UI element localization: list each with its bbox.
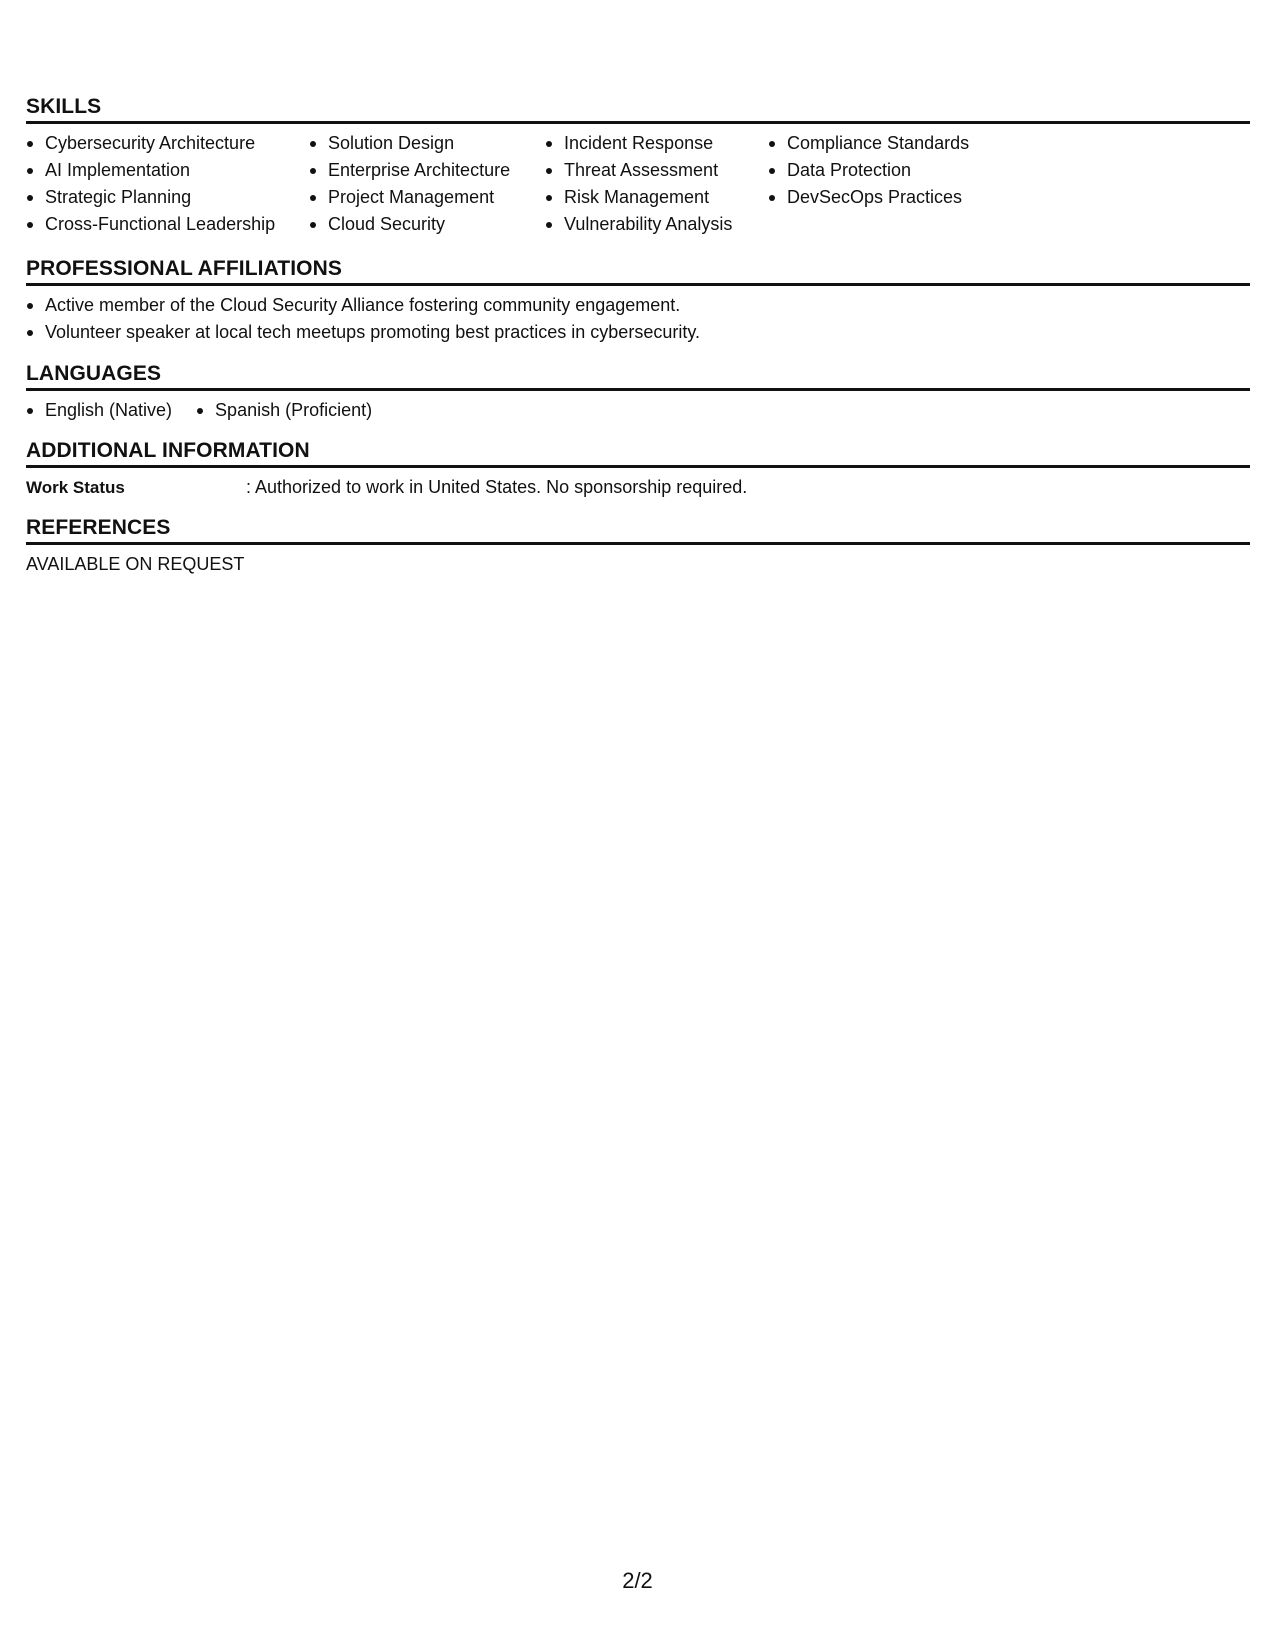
references-text: AVAILABLE ON REQUEST <box>26 554 245 574</box>
skills-column-1 <box>26 130 309 238</box>
affiliations-list <box>26 292 1250 346</box>
skill-item: Project Management <box>309 184 545 211</box>
skill-item: Incident Response <box>545 130 768 157</box>
skill-item: Strategic Planning <box>26 184 309 211</box>
affiliations-section <box>26 257 1250 346</box>
additional-info-section <box>26 439 1250 501</box>
skill-item: Cybersecurity Architecture <box>26 130 309 157</box>
work-status-row <box>26 468 1250 501</box>
work-status-label: Work Status <box>26 478 125 497</box>
resume-page <box>26 95 1250 578</box>
language-item: English (Native) <box>26 397 172 424</box>
section-title-affiliations: PROFESSIONAL AFFILIATIONS <box>26 257 1250 286</box>
affiliation-item: Volunteer speaker at local tech meetups promoting best practices in cybersecurity. <box>26 319 1250 346</box>
skill-item: AI Implementation <box>26 157 309 184</box>
section-title-additional-info: ADDITIONAL INFORMATION <box>26 439 1250 468</box>
work-status-value: : Authorized to work in United States. No sponsorship required. <box>246 477 748 497</box>
skill-item: Cross-Functional Leadership <box>26 211 309 238</box>
skill-item: Compliance Standards <box>768 130 1028 157</box>
skill-item: Vulnerability Analysis <box>545 211 768 238</box>
languages-list <box>26 397 1250 424</box>
skills-section <box>26 95 1250 238</box>
skill-item: Cloud Security <box>309 211 545 238</box>
affiliation-item: Active member of the Cloud Security Alliance fostering community engagement. <box>26 292 1250 319</box>
skills-column-4 <box>768 130 1028 238</box>
skills-column-2 <box>309 130 545 238</box>
skill-item: DevSecOps Practices <box>768 184 1028 211</box>
languages-section <box>26 362 1250 424</box>
references-section <box>26 516 1250 578</box>
section-title-skills: SKILLS <box>26 95 1250 124</box>
skill-item: Risk Management <box>545 184 768 211</box>
section-title-references: REFERENCES <box>26 516 1250 545</box>
skills-column-3 <box>545 130 768 238</box>
skill-item: Data Protection <box>768 157 1028 184</box>
skill-item: Enterprise Architecture <box>309 157 545 184</box>
skills-grid <box>26 124 1250 238</box>
skill-item: Threat Assessment <box>545 157 768 184</box>
section-title-languages: LANGUAGES <box>26 362 1250 391</box>
language-item: Spanish (Proficient) <box>196 397 372 424</box>
page-number: 2/2 <box>622 1568 653 1593</box>
skill-item: Solution Design <box>309 130 545 157</box>
